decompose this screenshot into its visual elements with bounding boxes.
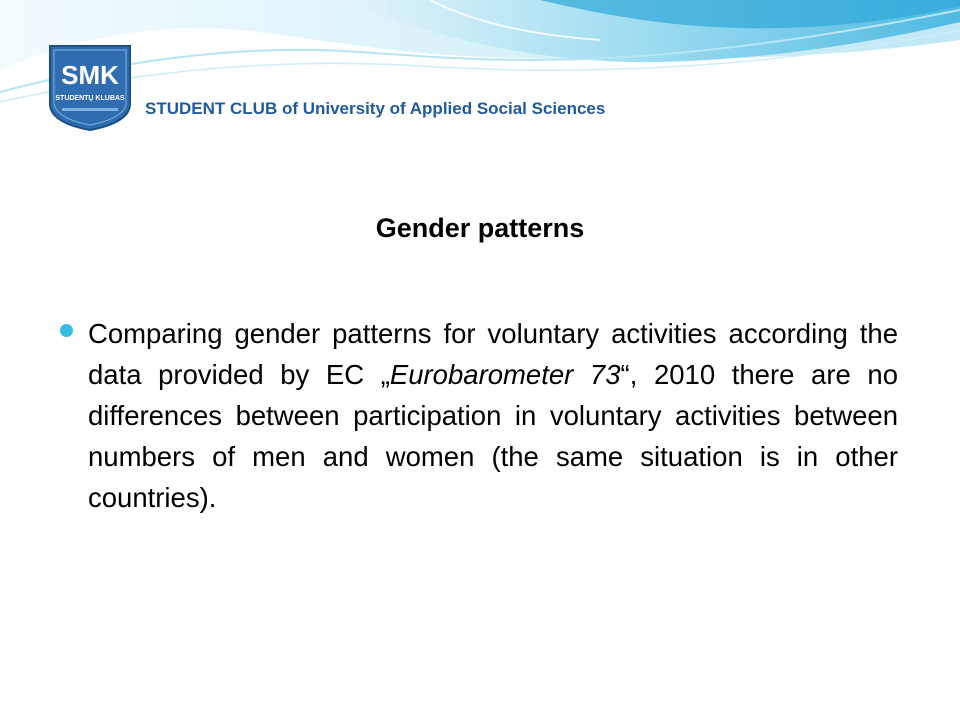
- org-title: STUDENT CLUB of University of Applied Social Sciences: [145, 99, 606, 118]
- header-wave-decoration: [0, 0, 960, 140]
- logo-subtext: STUDENTŲ KLUBAS: [55, 95, 125, 102]
- smk-logo: [48, 44, 132, 132]
- logo-text: SMK: [61, 60, 119, 90]
- bullet-text-after: “, 2010 there are no differences between participation in voluntary activities between numbers of men and women (the same situation is in other countries).: [88, 359, 898, 513]
- bullet-list: [58, 313, 898, 518]
- bullet-text-before: Comparing gender patterns for voluntary activities according the data provided by EC „: [88, 318, 898, 390]
- bullet-text-italic: Eurobarometer 73: [389, 359, 621, 390]
- bullet-dot-icon: [60, 324, 73, 337]
- slide-heading: Gender patterns: [375, 213, 585, 243]
- bullet-item: [58, 313, 898, 518]
